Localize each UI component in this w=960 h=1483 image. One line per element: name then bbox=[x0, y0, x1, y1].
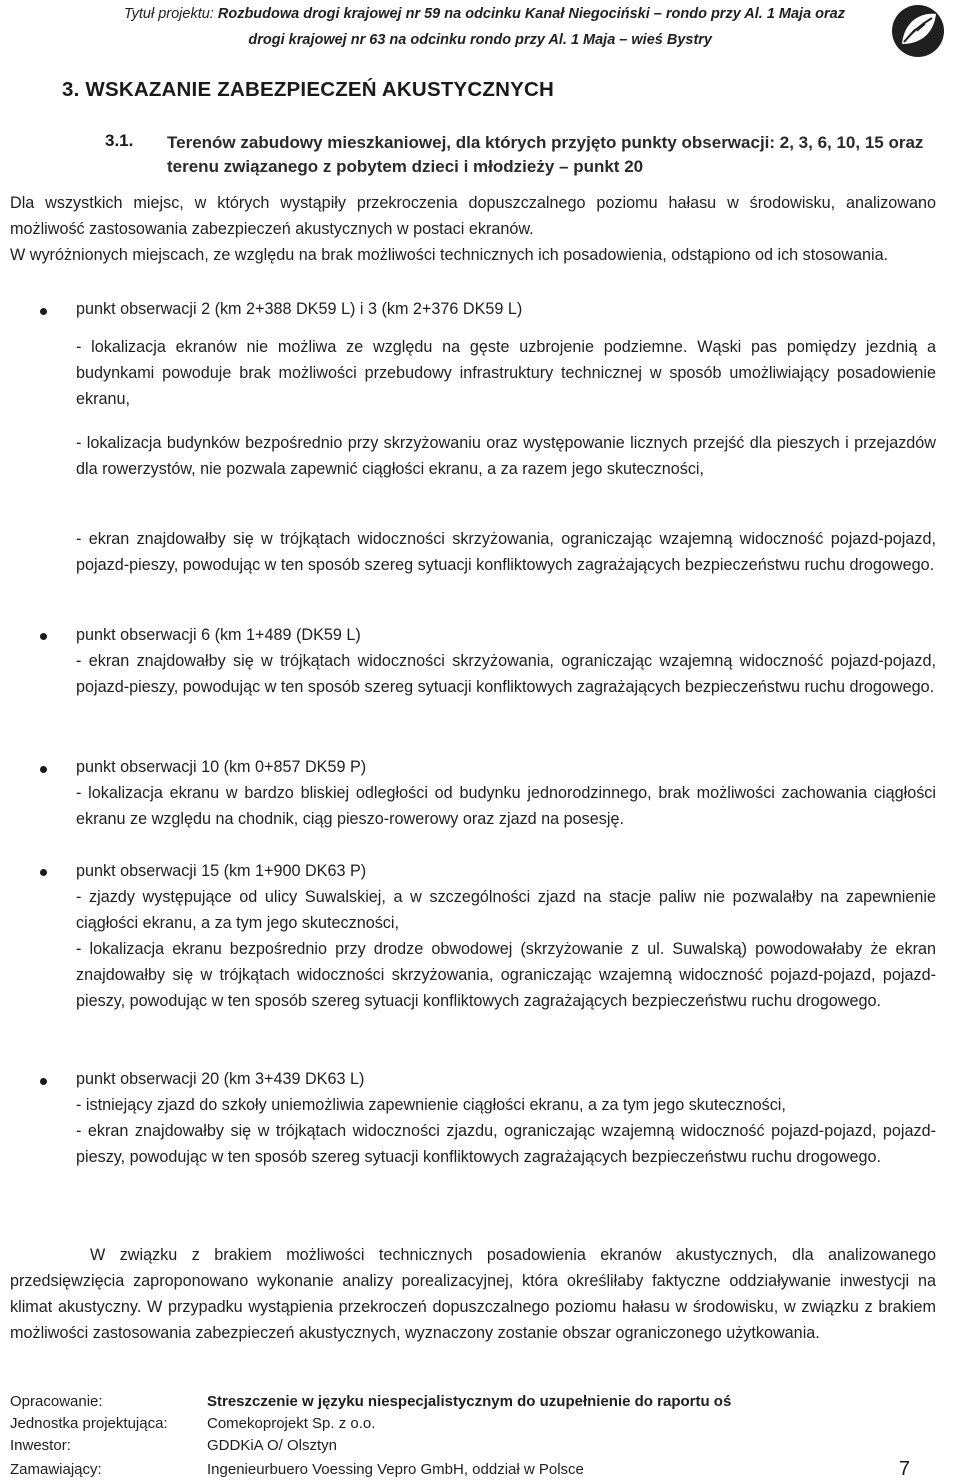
footer-label: Jednostka projektująca: bbox=[10, 1415, 168, 1432]
footer-label: Inwestor: bbox=[10, 1437, 71, 1454]
footer-label: Zamawiający: bbox=[10, 1461, 102, 1478]
point-note: - lokalizacja ekranów nie możliwa ze względu na gęste uzbrojenie podziemne. Wąski pas pomiędzy jezdnią a budynkami powoduje brak możliwości przebudowy infrastruktury technicznej w sposób umożliwiający posadowienie ekranu, bbox=[76, 338, 936, 408]
point-note: - zjazdy występujące od ulicy Suwalskiej, a w szczególności zjazd na stacje paliw nie pozwalałby na zapewnienie ciągłości ekranu, a za tym jego skuteczności, bbox=[76, 888, 936, 932]
page-number: 7 bbox=[898, 1458, 910, 1480]
bullet-icon bbox=[40, 308, 47, 315]
point-title: punkt obserwacji 2 (km 2+388 DK59 L) i 3 (km 2+376 DK59 L) bbox=[76, 300, 523, 318]
subsection-title: Terenów zabudowy mieszkaniowej, dla których przyjęto punkty obserwacji: 2, 3, 6, 10, 15 oraz terenu związanego z pobytem dzieci i młodzieży – punkt 20 bbox=[167, 133, 924, 176]
footer-value: GDDKiA O/ Olsztyn bbox=[207, 1437, 338, 1454]
point-note: - ekran znajdowałby się w trójkątach widoczności skrzyżowania, ograniczając wzajemną widoczność pojazd-pojazd, pojazd-pieszy, powodując w ten sposób szereg sytuacji konfliktowych zagrażających bezpieczeństwu ruchu drogowego. bbox=[76, 530, 936, 574]
point-title: punkt obserwacji 10 (km 0+857 DK59 P) bbox=[76, 758, 367, 776]
subsection-number: 3.1. bbox=[105, 131, 134, 150]
footer-value: Comekoprojekt Sp. z o.o. bbox=[207, 1415, 376, 1432]
section-title: 3. WSKAZANIE ZABEZPIECZEŃ AKUSTYCZNYCH bbox=[62, 78, 555, 101]
intro-paragraph-1: Dla wszystkich miejsc, w których wystąpiły przekroczenia dopuszczalnego poziomu hałasu w środowisku, analizowano możliwość zastosowania zabezpieczeń akustycznych w postaci ekranów. bbox=[10, 194, 936, 238]
bullet-icon bbox=[40, 869, 47, 876]
point-title: punkt obserwacji 6 (km 1+489 (DK59 L) bbox=[76, 626, 361, 644]
footer-value: Streszczenie w języku niespecjalistycznym do uzupełnienie do raportu oś bbox=[207, 1393, 732, 1410]
footer-value: Ingenieurbuero Voessing Vepro GmbH, oddział w Polsce bbox=[207, 1461, 584, 1478]
intro-paragraph-2: W wyróżnionych miejscach, ze względu na brak możliwości technicznych ich posadowienia, odstąpiono od ich stosowania. bbox=[10, 246, 889, 264]
point-note: - ekran znajdowałby się w trójkątach widoczności zjazdu, ograniczając wzajemną widoczność pojazd-pojazd, pojazd-pieszy, powodując w ten sposób szereg sytuacji konfliktowych zagrażających bezpieczeństwu ruchu drogowego. bbox=[76, 1122, 936, 1166]
bullet-icon bbox=[40, 633, 47, 640]
point-note: - istniejący zjazd do szkoły uniemożliwia zapewnienie ciągłości ekranu, a za tym jego skuteczności, bbox=[76, 1096, 786, 1114]
point-title: punkt obserwacji 20 (km 3+439 DK63 L) bbox=[76, 1070, 365, 1088]
leaf-logo-icon bbox=[890, 2, 946, 60]
bullet-icon bbox=[40, 1078, 47, 1085]
conclusion-paragraph: W związku z brakiem możliwości technicznych posadowienia ekranów akustycznych, dla analizowanego przedsięwzięcia zaproponowano wykonanie analizy porealizacyjnej, która określiłaby faktyczne oddziaływanie inwestycji na klimat akustyczny. W przypadku wystąpienia przekroczeń dopuszczalnego poziomu hałasu w środowisku, w związku z brakiem możliwości zastosowania zabezpieczeń akustycznych, wyznaczony zostanie obszar ograniczonego użytkowania. bbox=[10, 1246, 936, 1342]
point-title: punkt obserwacji 15 (km 1+900 DK63 P) bbox=[76, 862, 367, 880]
bullet-icon bbox=[40, 766, 47, 773]
project-title-line-1: Tytuł projektu: Rozbudowa drogi krajowej nr 59 na odcinku Kanał Niegociński – rondo przy Al. 1 Maja oraz bbox=[123, 6, 845, 22]
point-note: - ekran znajdowałby się w trójkątach widoczności skrzyżowania, ograniczając wzajemną widoczność pojazd-pojazd, pojazd-pieszy, powodując w ten sposób szereg sytuacji konfliktowych zagrażających bezpieczeństwu ruchu drogowego. bbox=[76, 652, 936, 696]
point-note: - lokalizacja budynków bezpośrednio przy skrzyżowaniu oraz występowanie licznych przejść dla pieszych i przejazdów dla rowerzystów, nie pozwala zapewnić ciągłości ekranu, a za razem jego skuteczności, bbox=[76, 434, 936, 478]
point-note: - lokalizacja ekranu bezpośrednio przy drodze obwodowej (skrzyżowanie z ul. Suwalską) powodowałaby że ekran znajdowałby się w trójkątach widoczności skrzyżowania, ograniczając wzajemną widoczność pojazd-pojazd, pojazd-pieszy, powodując w ten sposób szereg sytuacji konfliktowych zagrażających bezpieczeństwu ruchu drogowego. bbox=[76, 940, 936, 1010]
point-note: - lokalizacja ekranu w bardzo bliskiej odległości od budynku jednorodzinnego, brak możliwości zachowania ciągłości ekranu ze względu na chodnik, ciąg pieszo-rowerowy oraz zjazd na posesję. bbox=[76, 784, 936, 828]
project-title-line-2: drogi krajowej nr 63 na odcinku rondo przy Al. 1 Maja – wieś Bystry bbox=[248, 32, 712, 48]
page-header bbox=[0, 0, 960, 62]
footer-label: Opracowanie: bbox=[10, 1393, 103, 1410]
